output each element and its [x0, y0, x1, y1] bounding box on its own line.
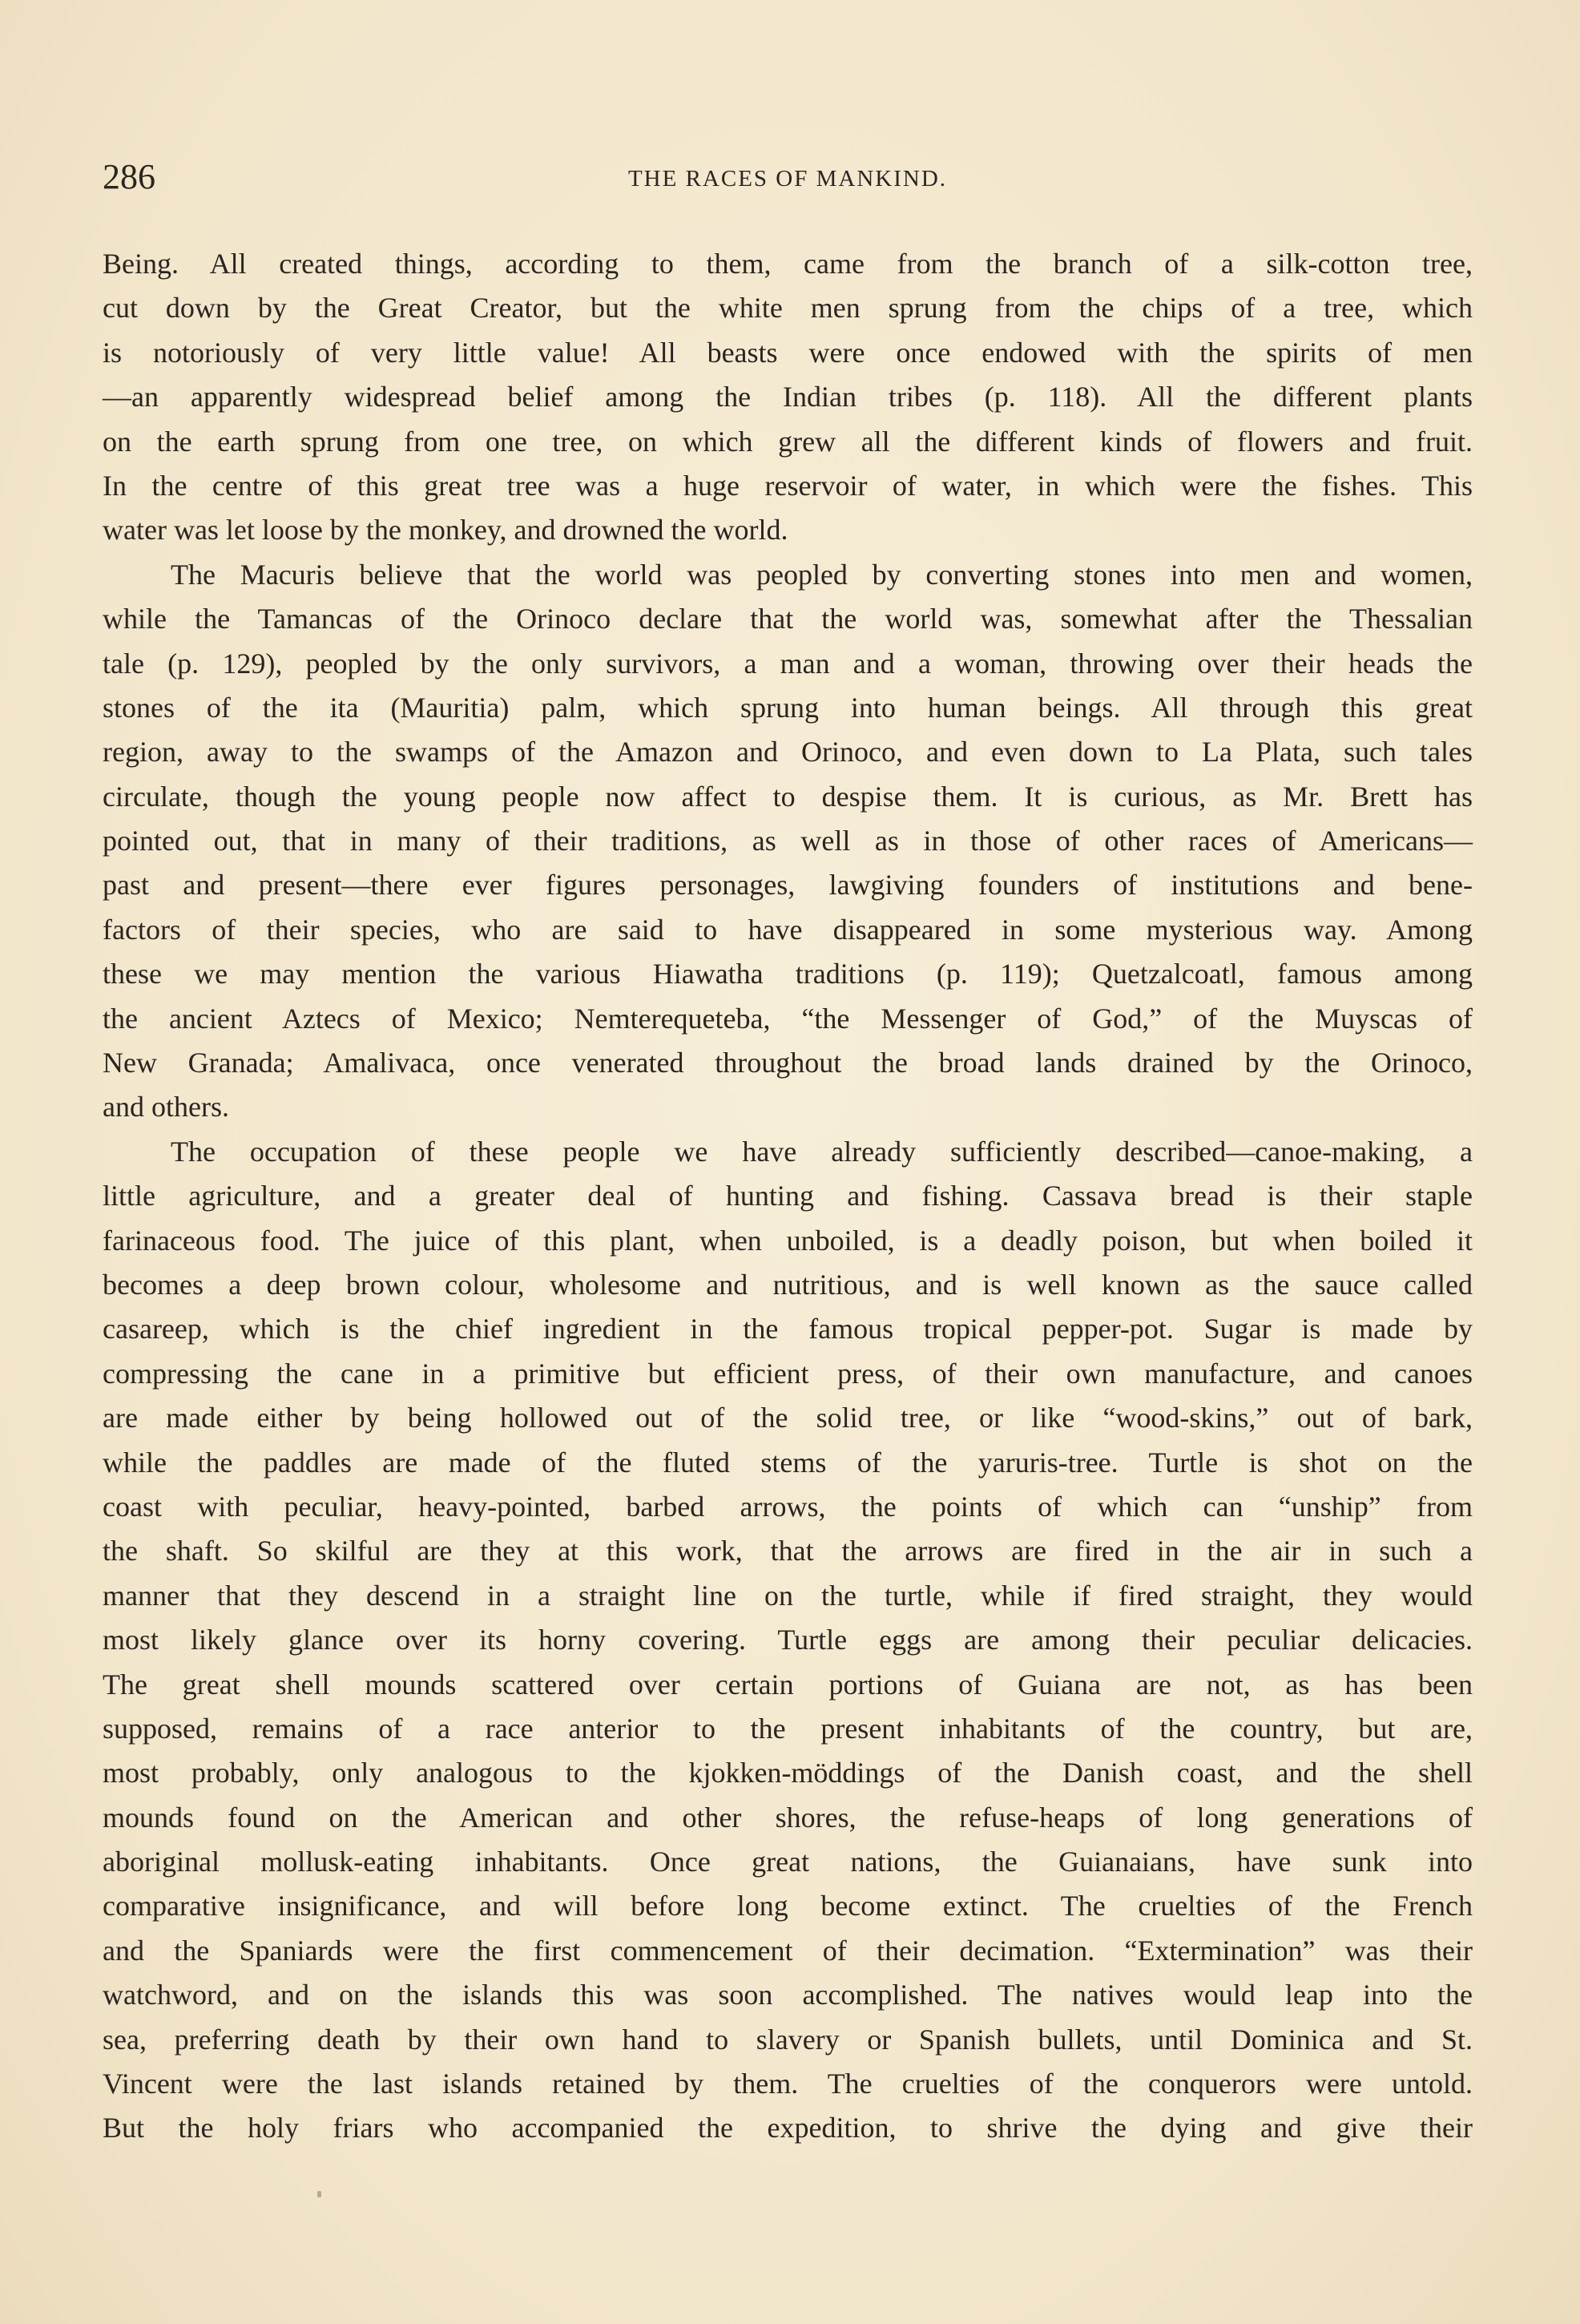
text-line: most probably, only analogous to the kjokken-möddings of the Danish coast, and the shell	[103, 1757, 1473, 1789]
text-line: while the paddles are made of the fluted stems of the yaruris-tree. Turtle is shot on the	[103, 1446, 1473, 1479]
text-line: cut down by the Great Creator, but the white men sprung from the chips of a tree, which	[103, 292, 1473, 325]
text-line: mounds found on the American and other shores, the refuse-heaps of long generations of	[103, 1801, 1473, 1834]
text-line: water was let loose by the monkey, and drowned the world.	[103, 514, 788, 547]
text-line: becomes a deep brown colour, wholesome and nutritious, and is well known as the sauce called	[103, 1268, 1473, 1301]
text-line: manner that they descend in a straight line on the turtle, while if fired straight, they would	[103, 1579, 1473, 1612]
text-line: stones of the ita (Mauritia) palm, which sprung into human beings. All through this great	[103, 691, 1473, 724]
text-line: and others.	[103, 1091, 229, 1124]
text-line: sea, preferring death by their own hand to slavery or Spanish bullets, until Dominica and St.	[103, 2023, 1473, 2056]
text-line: tale (p. 129), peopled by the only survivors, a man and a woman, throwing over their heads the	[103, 647, 1473, 680]
text-line: farinaceous food. The juice of this plant, when unboiled, is a deadly poison, but when boiled it	[103, 1224, 1473, 1257]
text-line: the ancient Aztecs of Mexico; Nemterequeteba, “the Messenger of God,” of the Muyscas of	[103, 1002, 1473, 1035]
text-line: while the Tamancas of the Orinoco declare that the world was, somewhat after the Thessalian	[103, 603, 1473, 635]
text-line: are made either by being hollowed out of the solid tree, or like “wood-skins,” out of bark,	[103, 1402, 1473, 1434]
page-header	[103, 156, 1473, 204]
text-line: In the centre of this great tree was a huge reservoir of water, in which were the fishes. This	[103, 469, 1473, 502]
text-line: New Granada; Amalivaca, once venerated throughout the broad lands drained by the Orinoco,	[103, 1047, 1473, 1079]
text-line: most likely glance over its horny covering. Turtle eggs are among their peculiar delicacies.	[103, 1624, 1473, 1656]
text-line: coast with peculiar, heavy-pointed, barbed arrows, the points of which can “unship” from	[103, 1490, 1473, 1523]
text-line: compressing the cane in a primitive but efficient press, of their own manufacture, and canoes	[103, 1357, 1473, 1390]
text-line: But the holy friars who accompanied the expedition, to shrive the dying and give their	[103, 2112, 1473, 2144]
text-line: factors of their species, who are said to have disappeared in some mysterious way. Among	[103, 913, 1473, 946]
text-line: is notoriously of very little value! All beasts were once endowed with the spirits of men	[103, 336, 1473, 369]
running-head: THE RACES OF MANKIND.	[627, 166, 948, 192]
text-line: the shaft. So skilful are they at this work, that the arrows are fired in the air in such a	[103, 1535, 1473, 1567]
text-line: comparative insignificance, and will before long become extinct. The cruelties of the French	[103, 1890, 1473, 1923]
text-line: region, away to the swamps of the Amazon and Orinoco, and even down to La Plata, such tales	[103, 736, 1473, 769]
text-line: The great shell mounds scattered over certain portions of Guiana are not, as has been	[103, 1668, 1473, 1701]
paper-speck	[317, 2191, 321, 2197]
text-line: watchword, and on the islands this was soon accomplished. The natives would leap into the	[103, 1979, 1473, 2011]
text-line: pointed out, that in many of their traditions, as well as in those of other races of Americans—	[103, 825, 1473, 857]
text-line: and the Spaniards were the first commencement of their decimation. “Extermination” was their	[103, 1934, 1473, 1967]
page-number: 286	[103, 157, 155, 196]
text-line: supposed, remains of a race anterior to the present inhabitants of the country, but are,	[103, 1712, 1473, 1745]
text-line: The occupation of these people we have already sufficiently described—canoe-making, a	[171, 1135, 1473, 1168]
text-line: casareep, which is the chief ingredient in the famous tropical pepper-pot. Sugar is made by	[103, 1313, 1473, 1346]
text-line: these we may mention the various Hiawatha traditions (p. 119); Quetzalcoatl, famous among	[103, 958, 1473, 991]
text-line: The Macuris believe that the world was peopled by converting stones into men and women,	[171, 558, 1473, 591]
text-line: on the earth sprung from one tree, on which grew all the different kinds of flowers and fruit.	[103, 425, 1473, 458]
text-line: little agriculture, and a greater deal of hunting and fishing. Cassava bread is their staple	[103, 1180, 1473, 1212]
text-line: Being. All created things, according to them, came from the branch of a silk-cotton tree,	[103, 248, 1473, 280]
text-line: past and present—there ever figures personages, lawgiving founders of institutions and bene-	[103, 869, 1473, 902]
text-line: Vincent were the last islands retained by them. The cruelties of the conquerors were untold.	[103, 2068, 1473, 2100]
text-line: —an apparently widespread belief among the Indian tribes (p. 118). All the different plants	[103, 381, 1473, 414]
text-line: aboriginal mollusk-eating inhabitants. Once great nations, the Guianaians, have sunk into	[103, 1846, 1473, 1878]
body-text	[103, 242, 1473, 2151]
text-line: circulate, though the young people now affect to despise them. It is curious, as Mr. Brett has	[103, 780, 1473, 813]
